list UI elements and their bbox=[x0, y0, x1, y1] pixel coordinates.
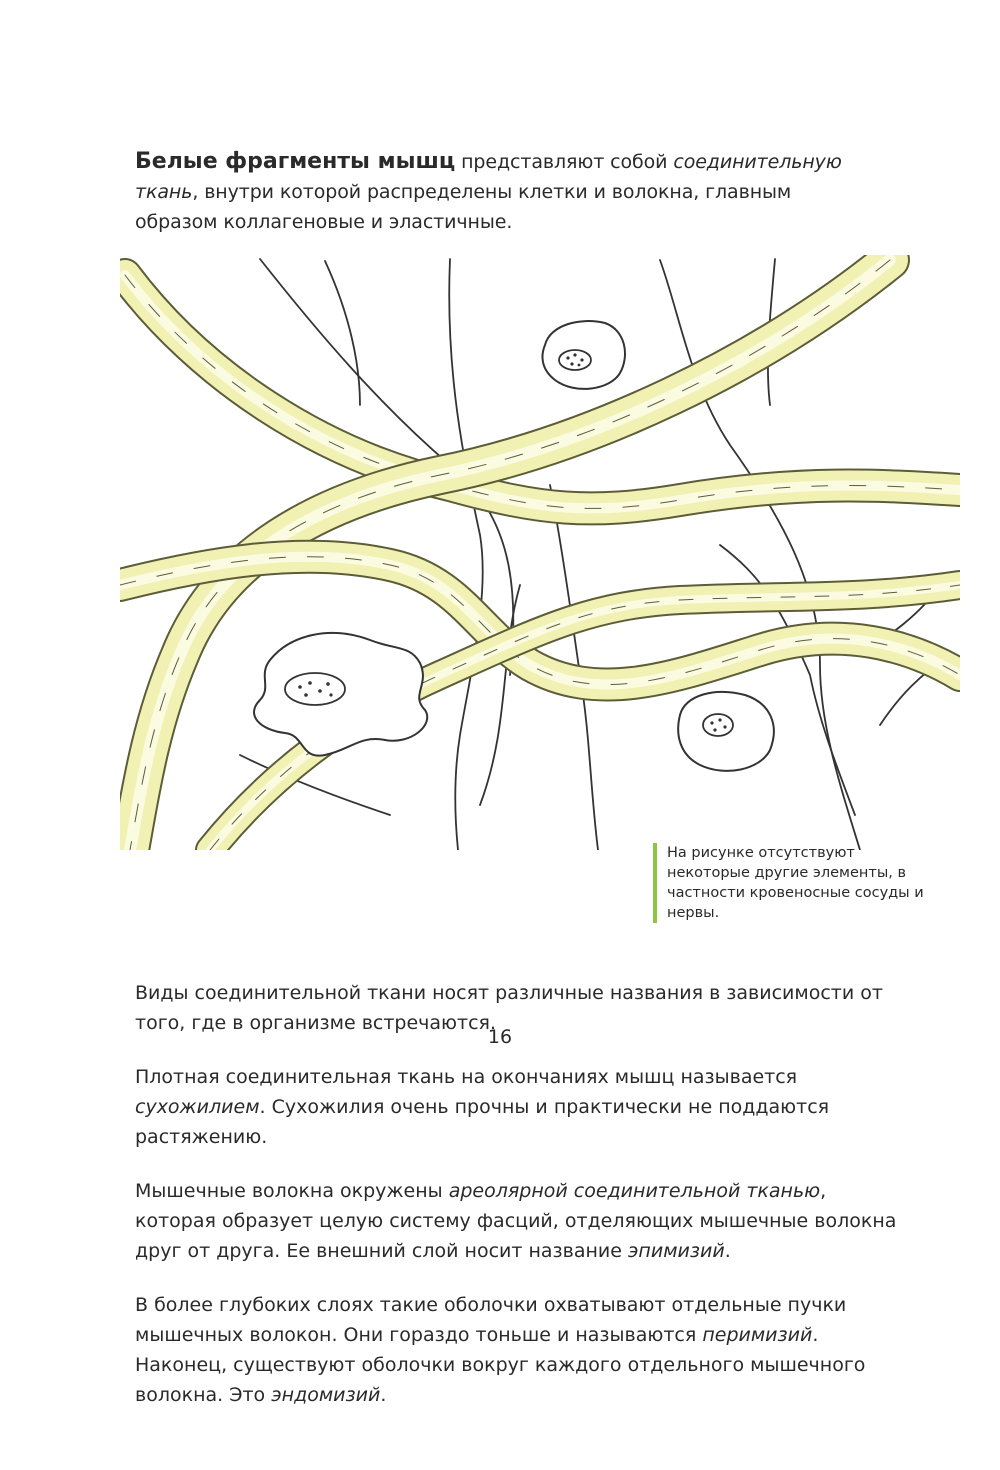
p4-text-1: В более глубоких слоях такие оболочки охватывают отдельные пучки мышечных волокон. Они гораздо тоньше и называются bbox=[135, 1294, 847, 1346]
figure-caption: На рисунке отсутствуют некоторые другие элементы, в частности кровеносные сосуды и нервы. bbox=[653, 843, 937, 923]
term-tendon: сухожилием bbox=[135, 1096, 260, 1118]
p4-text-2: . Наконец, существуют оболочки вокруг каждого отдельного мышечного волокна. Это bbox=[135, 1324, 866, 1406]
p4-text-3: . bbox=[380, 1384, 387, 1406]
p3-text-1: Мышечные волокна окружены bbox=[135, 1180, 449, 1202]
p3-text-2: , которая образует целую систему фасций, отделяющих мышечные волокна друг от друга. Ее внешний слой носит название bbox=[135, 1180, 897, 1262]
term-endomysium: эндомизий bbox=[271, 1384, 381, 1406]
term-areolar: ареолярной соединительной тканью bbox=[448, 1180, 821, 1202]
paragraph-4 bbox=[135, 1290, 905, 1410]
intro-term: соединительную ткань bbox=[135, 151, 842, 203]
term-epimysium: эпимизий bbox=[628, 1240, 725, 1262]
paragraph-1: Виды соединительной ткани носят различные названия в зависимости от того, где в организме встречаются. bbox=[135, 982, 883, 1034]
p2-text-1: Плотная соединительная ткань на окончаниях мышц называется bbox=[135, 1066, 798, 1088]
term-perimysium: перимизий bbox=[702, 1324, 813, 1346]
paragraph-3 bbox=[135, 1176, 905, 1266]
cell-top bbox=[542, 321, 625, 389]
p2-text-2: . Сухожилия очень прочны и практически не поддаются растяжению. bbox=[135, 1096, 830, 1148]
cell-right bbox=[678, 692, 774, 771]
tissue-drawing bbox=[120, 255, 960, 850]
p3-text-3: . bbox=[724, 1240, 731, 1262]
intro-paragraph bbox=[135, 147, 865, 237]
intro-heading: Белые фрагменты мышц bbox=[135, 149, 456, 174]
page-number: 16 bbox=[487, 1026, 513, 1048]
intro-text-2: , внутри которой распределены клетки и волокна, главным образом коллагеновые и эластичные. bbox=[135, 181, 792, 233]
cell-left-irregular bbox=[254, 633, 427, 756]
connective-tissue-illustration bbox=[120, 255, 960, 850]
intro-text-1: представляют собой bbox=[455, 151, 674, 173]
paragraph-2 bbox=[135, 1062, 905, 1152]
